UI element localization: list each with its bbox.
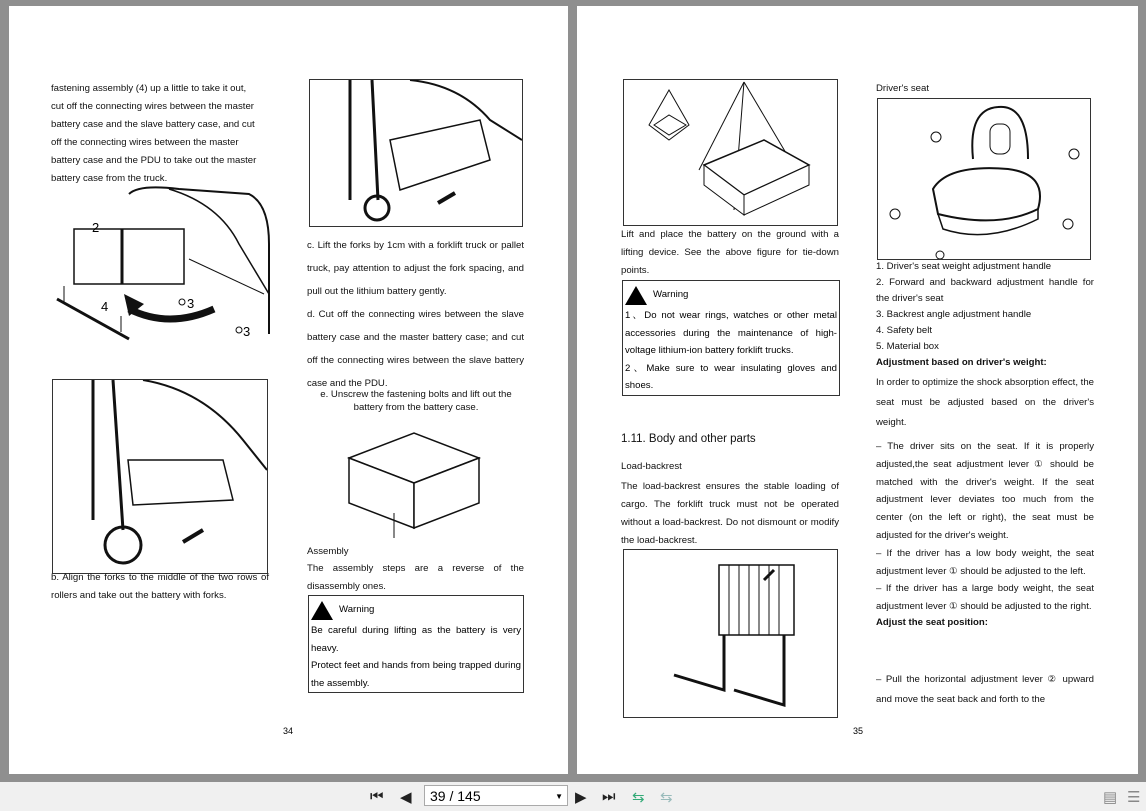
callout-2: 2 xyxy=(92,220,100,235)
bullet-text: – The driver sits on the seat. If it is properly adjusted,the seat adjustment lever ① should be matched with the driver's weight. If the seat adjustment lever deviates too much from the center (on the left or right), the seat must be adjusted for the driver's weight. xyxy=(876,441,1094,541)
step-d-text: d. Cut off the connecting wires between the slave battery case and the master battery case; and cut off the connecting wires between the slave battery case and the PDU. xyxy=(307,309,524,389)
load-backrest-text: The load-backrest ensures the stable loading of cargo. The forklift truck must not be operated without a load-backrest. Do not dismount or modify the load-backrest. xyxy=(621,481,839,546)
steps-c-d xyxy=(307,234,524,395)
warning-icon xyxy=(625,286,647,305)
drivers-seat-figure xyxy=(877,98,1091,260)
warning-box xyxy=(622,280,840,396)
position-heading: Adjust the seat position: xyxy=(876,616,988,628)
weight-bullets xyxy=(876,438,1094,630)
warning-box xyxy=(308,595,524,693)
assembly-heading: Assembly xyxy=(307,546,349,557)
single-page-view-icon[interactable]: ▤ xyxy=(1103,789,1118,806)
warning-text: Be careful during lifting as the battery is very heavy. xyxy=(311,625,521,654)
intro-text xyxy=(51,80,269,188)
step-b-text: b. Align the forks to the middle of the two rows of rollers and take out the battery with forks. xyxy=(51,572,269,601)
callout-3: 3 xyxy=(243,324,251,339)
step-e-text: e. Unscrew the fastening bolts and lift out the battery from the battery case. xyxy=(320,389,512,413)
bullet-text: – Pull the horizontal adjustment lever ② upward and move the seat back and forth to the xyxy=(876,674,1094,705)
next-view-icon[interactable]: ⇆ xyxy=(660,789,673,806)
callout-4: 4 xyxy=(101,299,109,314)
current-page-value: 39 / 145 xyxy=(430,788,481,804)
lift-text: Lift and place the battery on the ground with a lifting device. See the above figure for tie-down points. xyxy=(621,229,839,276)
page-number-select[interactable] xyxy=(424,785,568,806)
next-page-icon[interactable]: ▶ xyxy=(575,789,587,806)
seat-parts-list xyxy=(876,259,1094,371)
lifting-device-figure xyxy=(623,79,838,226)
page-number: 35 xyxy=(853,726,864,736)
text-line: fastening assembly (4) up a little to take it out, xyxy=(51,83,247,94)
pdf-page-35 xyxy=(577,6,1138,774)
weight-heading: Adjustment based on driver's weight: xyxy=(876,357,1047,368)
chevron-down-icon[interactable]: ▼ xyxy=(555,792,563,801)
warning-title: Warning xyxy=(339,604,375,616)
forks-remove-battery-figure xyxy=(52,379,268,574)
drivers-seat-heading: Driver's seat xyxy=(876,83,930,94)
last-page-icon[interactable]: ⏭ xyxy=(602,788,616,805)
warning-text: 2、Make sure to wear insulating gloves and shoes. xyxy=(625,362,837,391)
list-item: 1. Driver's seat weight adjustment handle xyxy=(876,261,1052,272)
pdf-page-34 xyxy=(9,6,568,774)
pull-battery-figure xyxy=(309,79,523,227)
first-page-icon[interactable]: ⏮ xyxy=(370,788,384,805)
text-line: cut off the connecting wires between the master xyxy=(51,101,255,112)
text-line: battery case from the truck. xyxy=(51,173,168,184)
fastening-assembly-figure xyxy=(49,184,274,344)
list-item: 2. Forward and backward adjustment handle for the driver's seat xyxy=(876,277,1094,304)
list-item: 4. Safety belt xyxy=(876,325,932,336)
previous-view-icon[interactable]: ⇆ xyxy=(632,789,645,806)
callout-3: 3 xyxy=(187,296,195,311)
text-line: battery case and the PDU to take out the master xyxy=(51,155,257,166)
list-item: 3. Backrest angle adjustment handle xyxy=(876,309,1032,320)
warning-text: Protect feet and hands from being trapped during the assembly. xyxy=(311,660,521,689)
text-line: off the connecting wires between the master xyxy=(51,137,239,148)
warning-title: Warning xyxy=(653,289,689,301)
bullet-text: – If the driver has a large body weight, the seat adjustment lever ① should be adjusted to the right. xyxy=(876,583,1094,613)
warning-icon xyxy=(311,601,333,620)
section-heading: 1.11. Body and other parts xyxy=(621,433,756,445)
bullet-text: – If the driver has a low body weight, the seat adjustment lever ① should be adjusted to the left. xyxy=(876,547,1094,577)
list-item: 5. Material box xyxy=(876,341,939,352)
page-number: 34 xyxy=(283,726,294,736)
navigation-toolbar xyxy=(0,782,1146,811)
text-line: battery case and the slave battery case, and cut xyxy=(51,119,255,130)
previous-page-icon[interactable]: ◀ xyxy=(400,789,412,806)
weight-intro: In order to optimize the shock absorption effect, the seat must be adjusted based on the driver's weight. xyxy=(876,377,1094,428)
warning-text: 1、Do not wear rings, watches or other metal accessories during the maintenance of high-voltage lithium-ion battery forklift trucks. xyxy=(625,310,837,356)
continuous-view-icon[interactable]: ☰ xyxy=(1127,789,1141,806)
step-c-text: c. Lift the forks by 1cm with a forklift truck or pallet truck, pay attention to adjust the fork spacing, and pull out the lithium battery gently. xyxy=(307,240,524,297)
assembly-text: The assembly steps are a reverse of the disassembly ones. xyxy=(307,563,524,592)
load-backrest-heading: Load-backrest xyxy=(621,461,682,472)
battery-case-figure xyxy=(339,428,489,543)
load-backrest-figure xyxy=(623,549,838,718)
